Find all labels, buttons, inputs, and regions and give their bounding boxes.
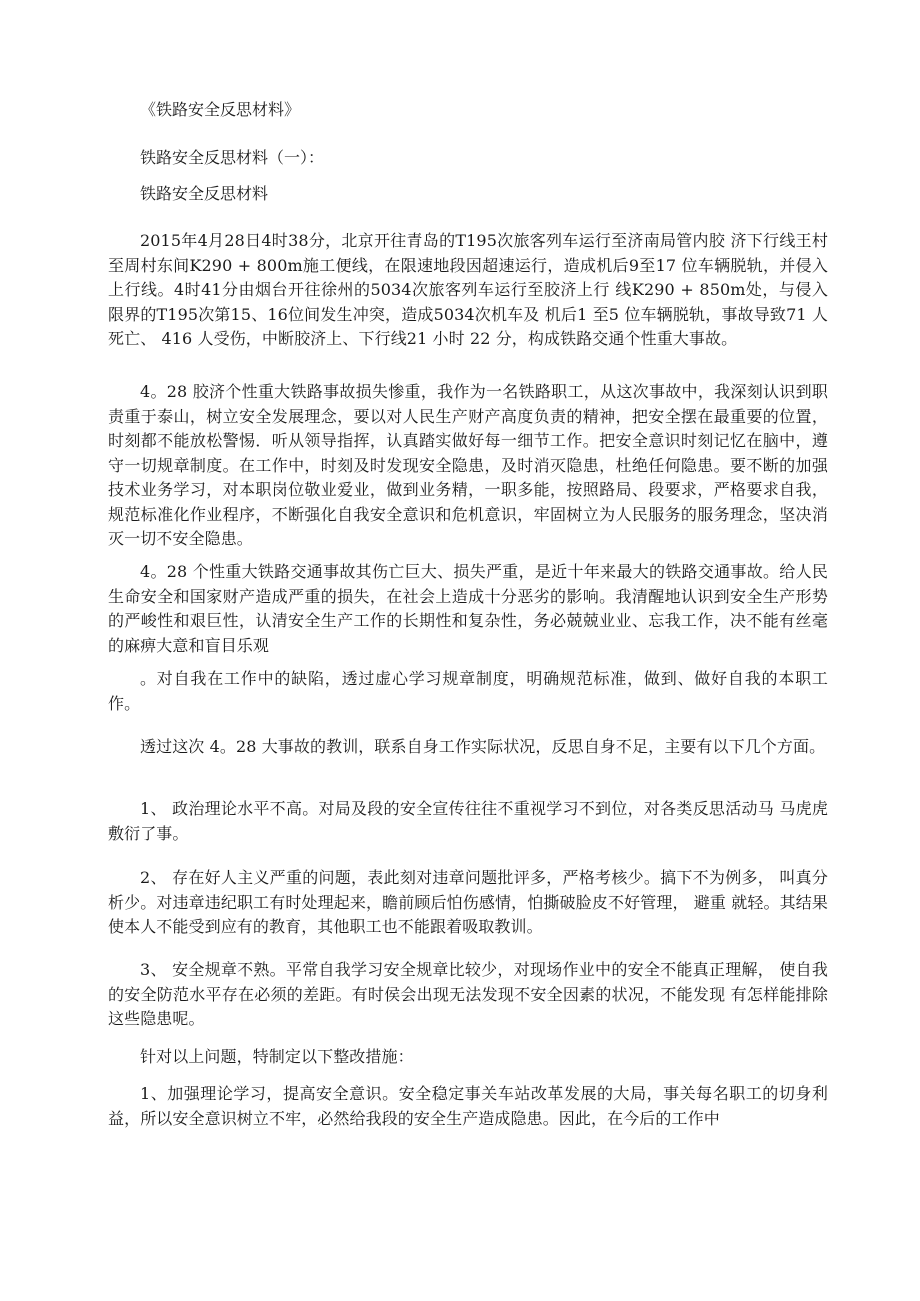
paragraph-self-improvement: 。对自我在工作中的缺陷，透过虚心学习规章制度，明确规范标准，做到、做好自我的本职工作。: [108, 669, 828, 713]
list-item-shortcoming-1: 1、 政治理论水平不高。对局及段的安全宣传往往不重视学习不到位，对各类反思活动马 马虎虎敷衍了事。: [108, 799, 828, 843]
paragraph-lessons-intro: 透过这次 4。28 大事故的教训，联系自身工作实际状况，反思自身不足，主要有以下几个方面。: [140, 737, 826, 756]
document-heading: 铁路安全反思材料: [140, 184, 269, 203]
paragraph-severity: 4。28 个性重大铁路交通事故其伤亡巨大、损失严重，是近十年来最大的铁路交通事故。给人民生命安全和国家财产造成严重的损失，在社会上造成十分恶劣的影响。我清醒地认识到安全生产形势的严峻性和艰巨性，认清安全生产工作的长期性和复杂性，务必兢兢业业、忘我工作，决不能有丝毫的麻痹大意和盲目乐观: [108, 562, 828, 655]
list-item-shortcoming-2: 2、 存在好人主义严重的问题，表此刻对违章问题批评多，严格考核少。搞下不为例多， 叫真分析少。对违章违纪职工有时处理起来，瞻前顾后怕伤感情，怕撕破脸皮不好管理， 避重 就轻。其结果使本人不能受到应有的教育，其他职工也不能跟着吸取教训。: [108, 868, 828, 936]
paragraph-accident-summary: 2015年4月28日4时38分，北京开往青岛的T195次旅客列车运行至济南局管内胶 济下行线王村至周村东间K290 + 800m施工便线，在限速地段因超速运行，造成机后9至17 位车辆脱轨，并侵入上行线。4时41分由烟台开往徐州的5034次旅客列车运行至胶济上行 线K290 + 850m处，与侵入限界的T195次第15、16位间发生冲突，造成5034次机车及 机后1 至5 位车辆脱轨，事故导致71 人死亡、 416 人受伤，中断胶济上、下行线21 小时 22 分，构成铁路交通个性重大事故。: [108, 231, 828, 348]
paragraph-measures-intro: 针对以上问题，特制定以下整改措施：: [140, 1047, 414, 1066]
list-item-measure-1: 1、加强理论学习，提高安全意识。安全稳定事关车站改革发展的大局，事关每名职工的切身利益，所以安全意识树立不牢，必然给我段的安全生产造成隐患。因此，在今后的工作中: [108, 1084, 828, 1128]
document-title: 《铁路安全反思材料》: [140, 100, 301, 119]
list-item-shortcoming-3: 3、 安全规章不熟。平常自我学习安全规章比较少，对现场作业中的安全不能真正理解， 使自我的安全防范水平存在必须的差距。有时侯会出现无法发现不安全因素的状况，不能发现 有怎样能排除这些隐患呢。: [108, 960, 828, 1028]
paragraph-reflection: 4。28 胶济个性重大铁路事故损失惨重，我作为一名铁路职工，从这次事故中，我深刻认识到职责重于泰山，树立安全发展理念，要以对人民生产财产高度负责的精神，把安全摆在最重要的位置，时刻都不能放松警惕．听从领导指挥，认真踏实做好每一细节工作。把安全意识时刻记忆在脑中，遵守一切规章制度。在工作中，时刻及时发现安全隐患，及时消灭隐患，杜绝任何隐患。要不断的加强技术业务学习，对本职岗位敬业爱业，做到业务精，一职多能，按照路局、段要求，严格要求自我，规范标准化作业程序，不断强化自我安全意识和危机意识，牢固树立为人民服务的服务理念，坚决消灭一切不安全隐患。: [108, 382, 828, 548]
document-subtitle: 铁路安全反思材料（一）：: [140, 148, 325, 167]
